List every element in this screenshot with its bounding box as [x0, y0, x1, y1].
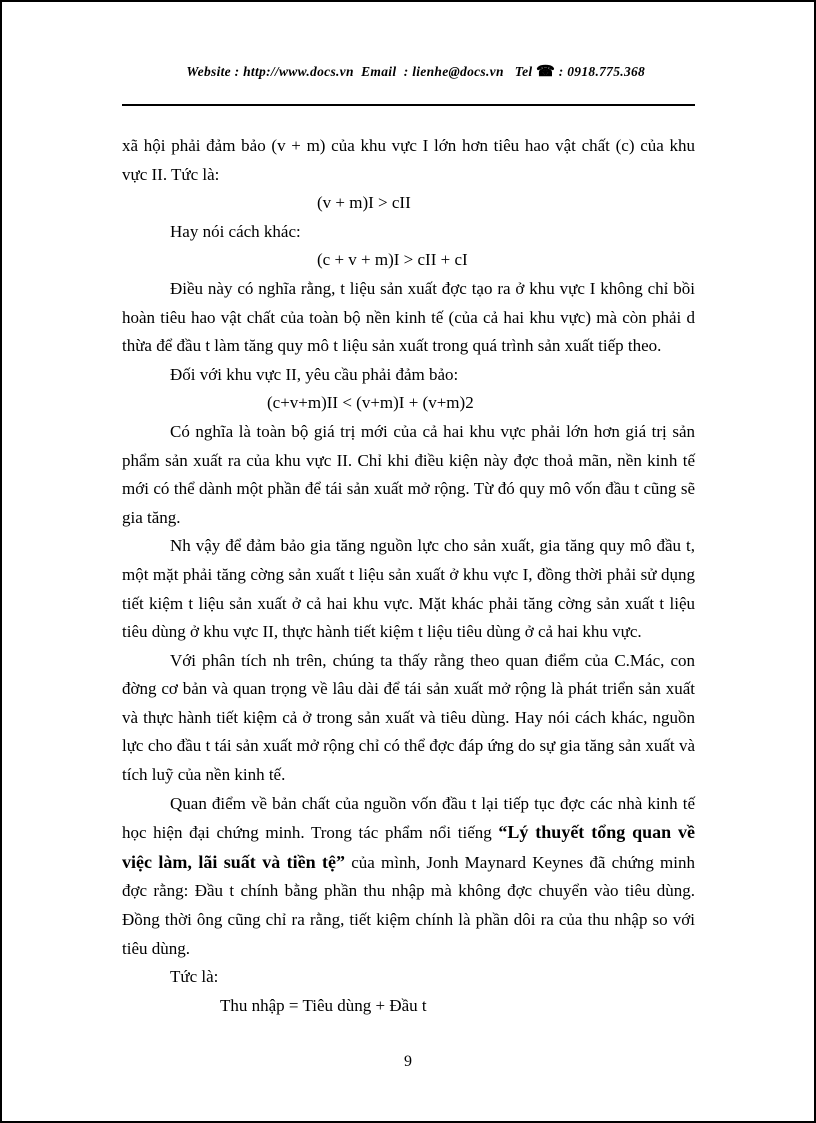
paragraph-dieu-nay: Điều này có nghĩa rằng, t liệu sản xuất đợc tạo ra ở khu vực I không chỉ bồi hoàn tiêu hao vật chất của toàn bộ nền kinh tế (của cả hai khu vực) mà còn phải d thừa để đầu t làm tăng quy mô t liệu sản xuất trong quá trình sản xuất tiếp theo.	[122, 278, 695, 356]
page-number: 9	[404, 1053, 412, 1070]
quan-diem-text-1: Quan điểm về bản chất của nguồn vốn đầu t lại tiếp tục đợc các nhà kinh tế học hiện đại chứng minh. Trong tác phẩm nổi tiếng	[122, 793, 695, 843]
formula-4: Thu nhập = Tiêu dùng + Đầu t	[220, 995, 427, 1015]
formula-1: (v + m)I > cII	[317, 193, 411, 213]
book-title-bold: “Lý thuyết tổng quan về việc làm, lãi suất và tiền tệ”	[122, 822, 696, 872]
document-body	[122, 132, 695, 1020]
paragraph-intro: xã hội phải đảm bảo (v + m) của khu vực I lớn hơn tiêu hao vật chất (c) của khu vực II. Tức là:	[122, 136, 695, 184]
paragraph-voi-phan-tich: Với phân tích nh trên, chúng ta thấy rằng theo quan điểm của C.Mác, con đờng cơ bản và quan trọng về lâu dài để tái sản xuất mở rộng là phát triển sản xuất và thực hành tiết kiệm cả ở trong sản xuất và tiêu dùng. Hay nói cách khác, nguồn lực cho đầu t tái sản xuất mở rộng chỉ có thể đợc đáp ứng do sự gia tăng sản xuất và tích luỹ của nền kinh tế.	[122, 650, 695, 785]
header-phone-number: : 0918.775.368	[555, 64, 646, 79]
page-header	[122, 46, 695, 106]
paragraph-tuc-la: Tức là:	[170, 967, 219, 987]
paragraph-doi-voi-khu-vuc-2: Đối với khu vực II, yêu cầu phải đảm bảo:	[170, 364, 459, 384]
header-contact-text: Website : http://www.docs.vn Email : lienhe@docs.vn Tel	[186, 64, 537, 79]
paragraph-hay-noi-cach-khac: Hay nói cách khác:	[170, 221, 301, 241]
paragraph-quan-diem	[122, 790, 695, 964]
formula-3: (c+v+m)II < (v+m)I + (v+m)2	[267, 393, 474, 413]
quan-diem-text-2: của mình, Jonh Maynard Keynes đã chứng minh đợc rằng: Đầu t chính bằng phần thu nhập mà không đợc chuyển vào tiêu dùng. Đồng thời ông cũng chỉ ra rằng, tiết kiệm chính là phần dôi ra của thu nhập so với tiêu dùng.	[122, 852, 695, 958]
paragraph-nhu-vay: Nh vậy để đảm bảo gia tăng nguồn lực cho sản xuất, gia tăng quy mô đầu t, một mặt phải tăng cờng sản xuất t liệu sản xuất ở khu vực I, đồng thời phải sử dụng tiết kiệm t liệu sản xuất ở cả hai khu vực. Mặt khác phải tăng cờng sản xuất t liệu tiêu dùng ở khu vực II, thực hành tiết kiệm t liệu tiêu dùng ở cả hai khu vực.	[122, 536, 695, 642]
formula-2: (c + v + m)I > cII + cI	[317, 250, 468, 270]
paragraph-co-nghia: Có nghĩa là toàn bộ giá trị mới của cả hai khu vực phải lớn hơn giá trị sản phẩm sản xuất ra của khu vực II. Chỉ khi điều kiện này đợc thoả mãn, nền kinh tế mới có thể dành một phần để tái sản xuất mở rộng. Từ đó quy mô vốn đầu t cũng sẽ gia tăng.	[122, 421, 695, 527]
phone-icon: ☎	[536, 64, 556, 80]
